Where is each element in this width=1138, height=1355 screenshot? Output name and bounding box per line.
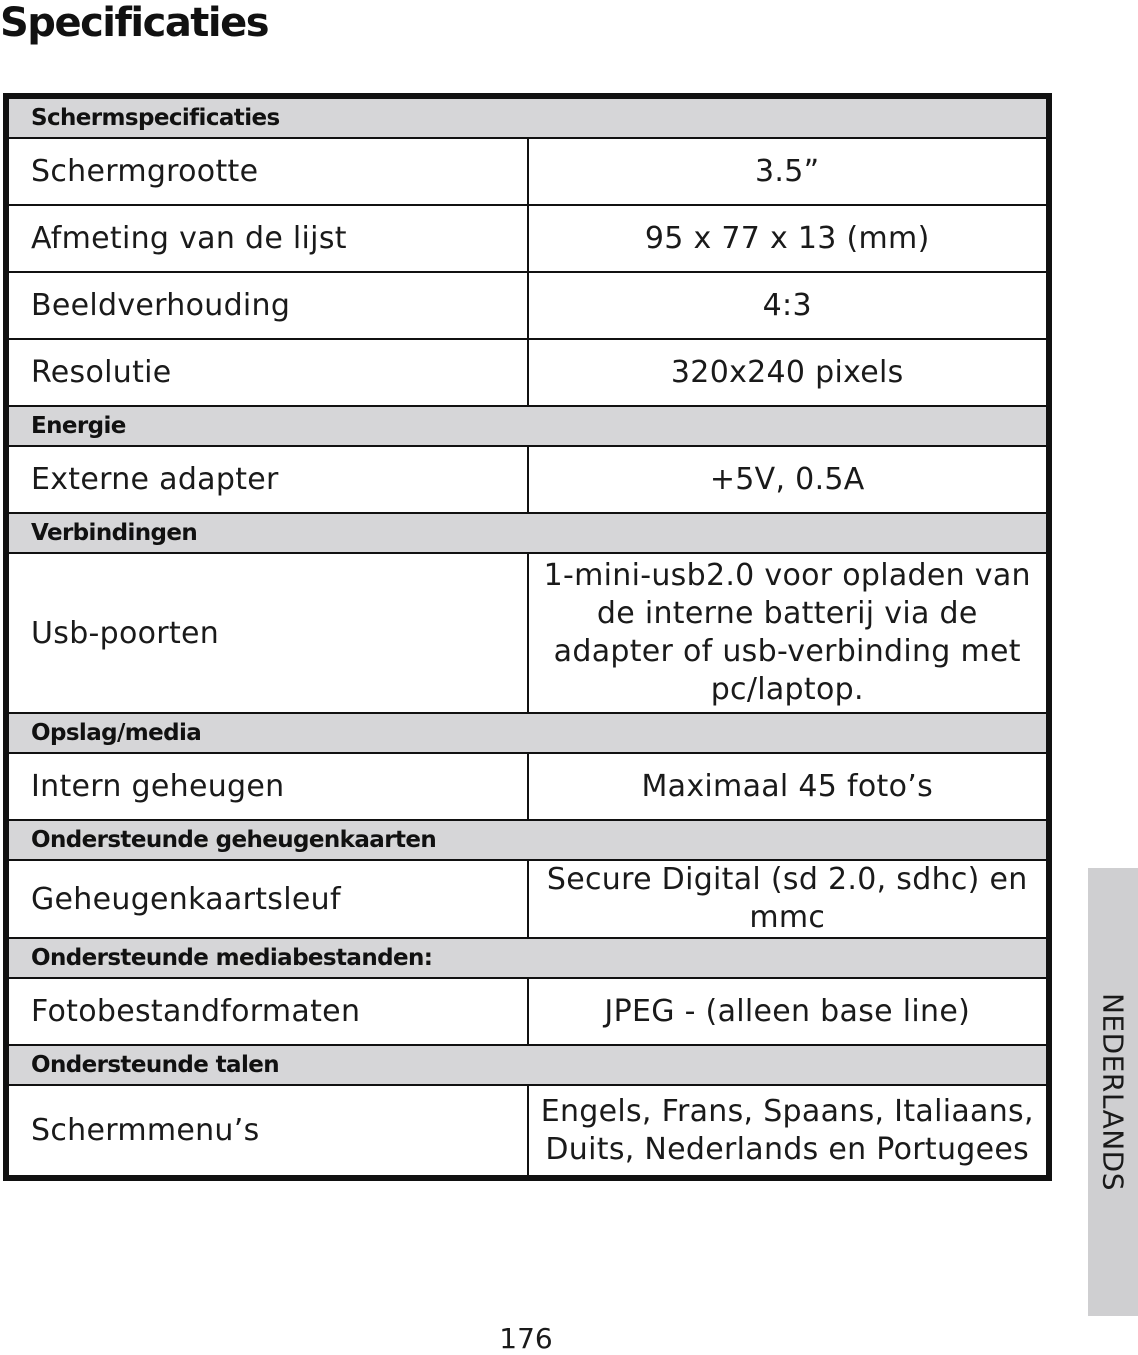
spec-value: Engels, Frans, Spaans, Italiaans, Duits, Nederlands en Portugees — [528, 1085, 1050, 1178]
section-header-row — [6, 513, 1049, 553]
section-header-row — [6, 406, 1049, 446]
spec-value: 4:3 — [528, 272, 1050, 339]
section-heading: Ondersteunde geheugenkaarten — [6, 820, 1049, 860]
spec-row — [6, 205, 1049, 272]
spec-row — [6, 138, 1049, 205]
spec-label: Usb-poorten — [6, 553, 528, 713]
spec-row — [6, 1085, 1049, 1178]
spec-label: Beeldverhouding — [6, 272, 528, 339]
language-tab-label: NEDERLANDS — [1096, 992, 1130, 1192]
spec-value: +5V, 0.5A — [528, 446, 1050, 513]
section-header-row — [6, 820, 1049, 860]
spec-label: Geheugenkaartsleuf — [6, 860, 528, 938]
language-side-tab — [1088, 868, 1138, 1316]
spec-label: Schermmenu’s — [6, 1085, 528, 1178]
spec-value: 1-mini-usb2.0 voor opladen van de interne batterij via de adapter of usb-verbinding met pc/laptop. — [528, 553, 1050, 713]
spec-row — [6, 860, 1049, 938]
spec-value: 320x240 pixels — [528, 339, 1050, 406]
spec-value: Secure Digital (sd 2.0, sdhc) en mmc — [528, 860, 1050, 938]
spec-label: Fotobestandformaten — [6, 978, 528, 1045]
section-heading: Ondersteunde mediabestanden: — [6, 938, 1049, 978]
spec-value: Maximaal 45 foto’s — [528, 753, 1050, 820]
spec-row — [6, 978, 1049, 1045]
spec-label: Intern geheugen — [6, 753, 528, 820]
section-heading: Ondersteunde talen — [6, 1045, 1049, 1085]
spec-row — [6, 753, 1049, 820]
specifications-table — [3, 93, 1052, 1181]
section-header-row — [6, 1045, 1049, 1085]
section-heading: Verbindingen — [6, 513, 1049, 553]
section-heading: Energie — [6, 406, 1049, 446]
spec-label: Schermgrootte — [6, 138, 528, 205]
section-heading: Schermspecificaties — [6, 96, 1049, 138]
section-header-row — [6, 713, 1049, 753]
spec-row — [6, 339, 1049, 406]
spec-label: Externe adapter — [6, 446, 528, 513]
spec-value: JPEG - (alleen base line) — [528, 978, 1050, 1045]
spec-value: 3.5” — [528, 138, 1050, 205]
spec-label: Resolutie — [6, 339, 528, 406]
section-heading: Opslag/media — [6, 713, 1049, 753]
spec-label: Afmeting van de lijst — [6, 205, 528, 272]
section-header-row — [6, 938, 1049, 978]
page-title: Specificaties — [0, 0, 269, 46]
spec-row — [6, 272, 1049, 339]
spec-value: 95 x 77 x 13 (mm) — [528, 205, 1050, 272]
spec-row — [6, 446, 1049, 513]
section-header-row — [6, 96, 1049, 138]
page-number: 176 — [499, 1322, 553, 1355]
spec-row — [6, 553, 1049, 713]
